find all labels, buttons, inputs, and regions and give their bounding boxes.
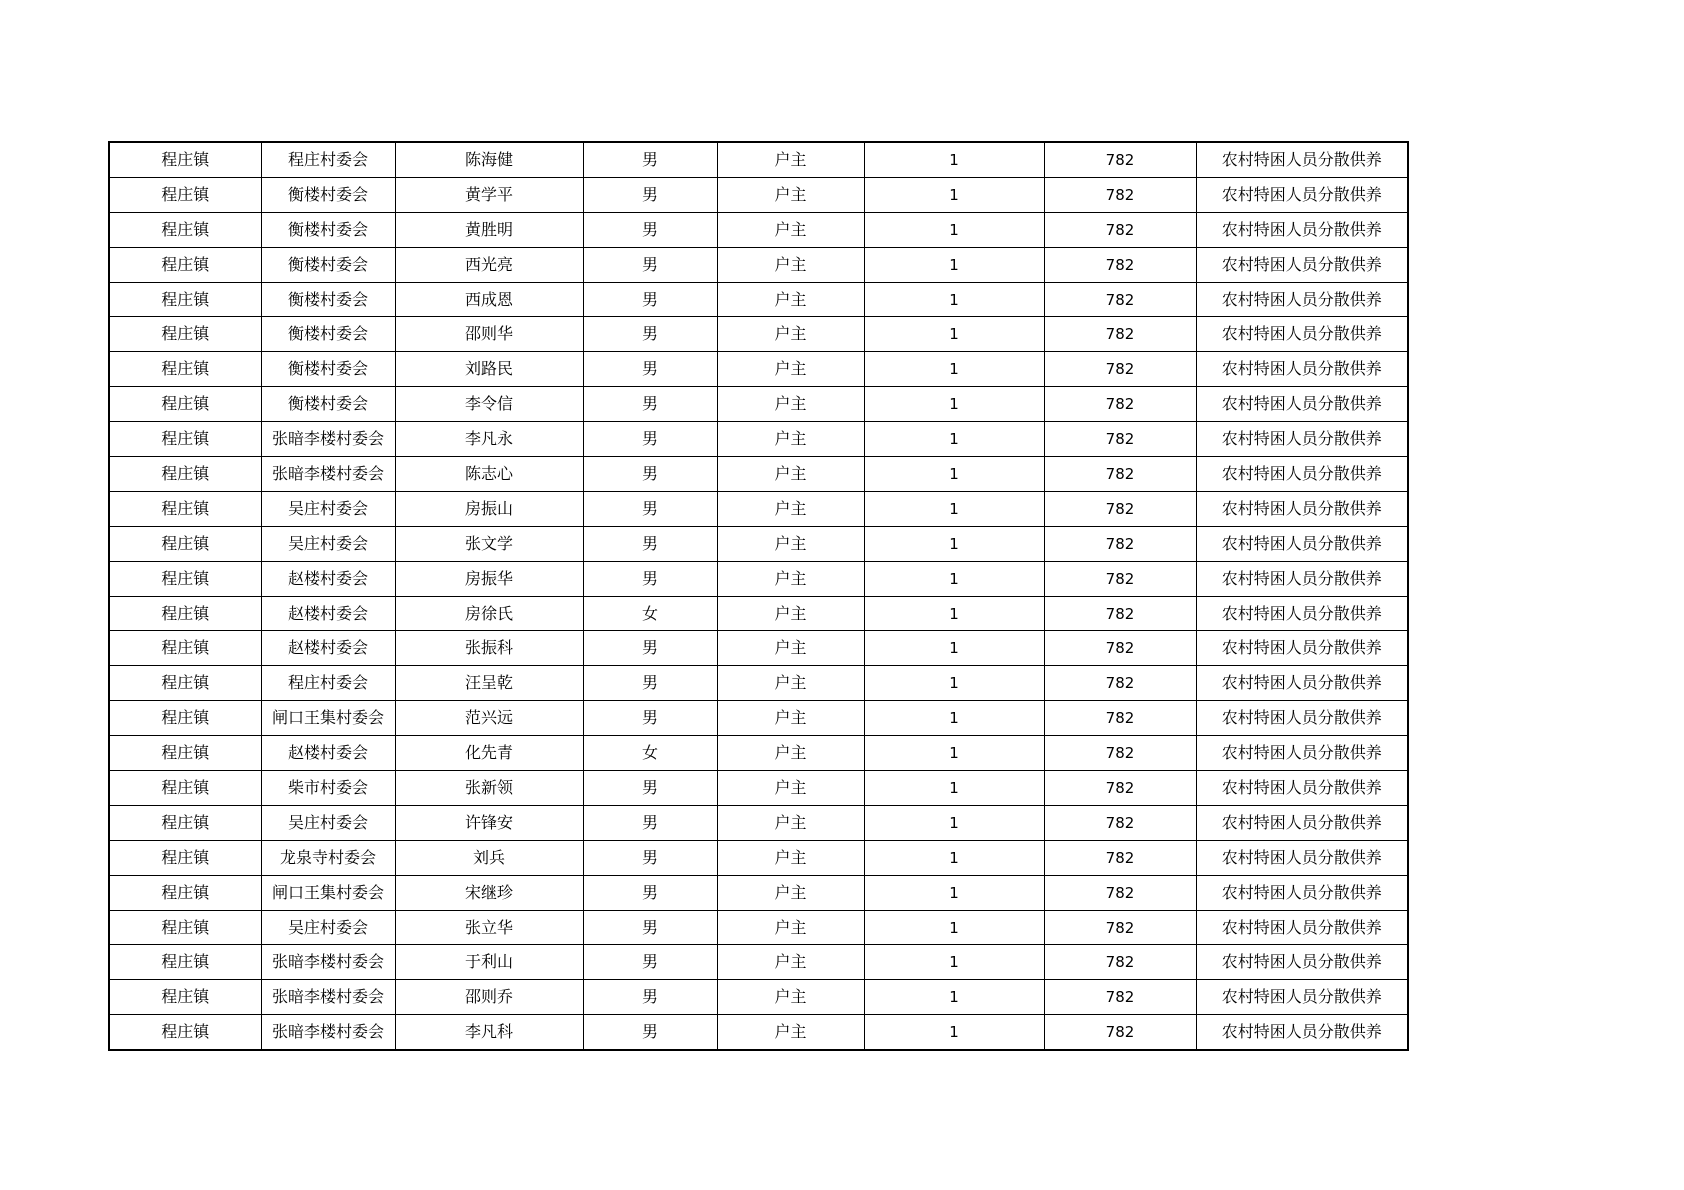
amount-cell: 782 xyxy=(1044,980,1196,1015)
gender-cell: 男 xyxy=(583,491,717,526)
household-size-cell: 1 xyxy=(864,247,1044,282)
township-cell: 程庄镇 xyxy=(109,701,261,736)
table-row xyxy=(109,491,1408,526)
village-committee-cell: 程庄村委会 xyxy=(261,142,395,177)
assistance-type-cell: 农村特困人员分散供养 xyxy=(1196,387,1408,422)
name-cell: 房振山 xyxy=(395,491,583,526)
amount-cell: 782 xyxy=(1044,840,1196,875)
gender-cell: 男 xyxy=(583,457,717,492)
relief-roster-table xyxy=(108,141,1409,1051)
table-row xyxy=(109,282,1408,317)
household-size-cell: 1 xyxy=(864,736,1044,771)
name-cell: 邵则华 xyxy=(395,317,583,352)
assistance-type-cell: 农村特困人员分散供养 xyxy=(1196,980,1408,1015)
amount-cell: 782 xyxy=(1044,1015,1196,1050)
table-row xyxy=(109,457,1408,492)
relation-cell: 户主 xyxy=(717,666,864,701)
relation-cell: 户主 xyxy=(717,980,864,1015)
township-cell: 程庄镇 xyxy=(109,805,261,840)
township-cell: 程庄镇 xyxy=(109,247,261,282)
amount-cell: 782 xyxy=(1044,212,1196,247)
township-cell: 程庄镇 xyxy=(109,875,261,910)
village-committee-cell: 吴庄村委会 xyxy=(261,910,395,945)
amount-cell: 782 xyxy=(1044,666,1196,701)
household-size-cell: 1 xyxy=(864,631,1044,666)
table-row xyxy=(109,177,1408,212)
village-committee-cell: 张暗李楼村委会 xyxy=(261,980,395,1015)
household-size-cell: 1 xyxy=(864,945,1044,980)
assistance-type-cell: 农村特困人员分散供养 xyxy=(1196,491,1408,526)
village-committee-cell: 吴庄村委会 xyxy=(261,805,395,840)
table-row xyxy=(109,212,1408,247)
household-size-cell: 1 xyxy=(864,387,1044,422)
township-cell: 程庄镇 xyxy=(109,910,261,945)
table-row xyxy=(109,631,1408,666)
name-cell: 陈海健 xyxy=(395,142,583,177)
household-size-cell: 1 xyxy=(864,805,1044,840)
township-cell: 程庄镇 xyxy=(109,177,261,212)
household-size-cell: 1 xyxy=(864,596,1044,631)
assistance-type-cell: 农村特困人员分散供养 xyxy=(1196,805,1408,840)
township-cell: 程庄镇 xyxy=(109,526,261,561)
name-cell: 西光亮 xyxy=(395,247,583,282)
household-size-cell: 1 xyxy=(864,282,1044,317)
village-committee-cell: 衡楼村委会 xyxy=(261,177,395,212)
township-cell: 程庄镇 xyxy=(109,631,261,666)
relation-cell: 户主 xyxy=(717,701,864,736)
household-size-cell: 1 xyxy=(864,212,1044,247)
household-size-cell: 1 xyxy=(864,491,1044,526)
village-committee-cell: 赵楼村委会 xyxy=(261,596,395,631)
gender-cell: 男 xyxy=(583,875,717,910)
name-cell: 刘兵 xyxy=(395,840,583,875)
township-cell: 程庄镇 xyxy=(109,282,261,317)
gender-cell: 男 xyxy=(583,805,717,840)
assistance-type-cell: 农村特困人员分散供养 xyxy=(1196,247,1408,282)
township-cell: 程庄镇 xyxy=(109,980,261,1015)
assistance-type-cell: 农村特困人员分散供养 xyxy=(1196,736,1408,771)
township-cell: 程庄镇 xyxy=(109,491,261,526)
name-cell: 张立华 xyxy=(395,910,583,945)
gender-cell: 男 xyxy=(583,142,717,177)
relation-cell: 户主 xyxy=(717,457,864,492)
assistance-type-cell: 农村特困人员分散供养 xyxy=(1196,631,1408,666)
gender-cell: 男 xyxy=(583,526,717,561)
gender-cell: 男 xyxy=(583,352,717,387)
relation-cell: 户主 xyxy=(717,910,864,945)
household-size-cell: 1 xyxy=(864,317,1044,352)
household-size-cell: 1 xyxy=(864,422,1044,457)
table-row xyxy=(109,247,1408,282)
township-cell: 程庄镇 xyxy=(109,596,261,631)
gender-cell: 男 xyxy=(583,980,717,1015)
assistance-type-cell: 农村特困人员分散供养 xyxy=(1196,875,1408,910)
township-cell: 程庄镇 xyxy=(109,840,261,875)
name-cell: 范兴远 xyxy=(395,701,583,736)
village-committee-cell: 龙泉寺村委会 xyxy=(261,840,395,875)
assistance-type-cell: 农村特困人员分散供养 xyxy=(1196,422,1408,457)
township-cell: 程庄镇 xyxy=(109,457,261,492)
relation-cell: 户主 xyxy=(717,317,864,352)
amount-cell: 782 xyxy=(1044,771,1196,806)
village-committee-cell: 柴市村委会 xyxy=(261,771,395,806)
relation-cell: 户主 xyxy=(717,491,864,526)
household-size-cell: 1 xyxy=(864,875,1044,910)
assistance-type-cell: 农村特困人员分散供养 xyxy=(1196,282,1408,317)
relation-cell: 户主 xyxy=(717,282,864,317)
table-row xyxy=(109,736,1408,771)
relation-cell: 户主 xyxy=(717,561,864,596)
relation-cell: 户主 xyxy=(717,387,864,422)
township-cell: 程庄镇 xyxy=(109,317,261,352)
amount-cell: 782 xyxy=(1044,142,1196,177)
village-committee-cell: 程庄村委会 xyxy=(261,666,395,701)
assistance-type-cell: 农村特困人员分散供养 xyxy=(1196,212,1408,247)
village-committee-cell: 衡楼村委会 xyxy=(261,317,395,352)
amount-cell: 782 xyxy=(1044,387,1196,422)
township-cell: 程庄镇 xyxy=(109,945,261,980)
amount-cell: 782 xyxy=(1044,422,1196,457)
gender-cell: 男 xyxy=(583,282,717,317)
gender-cell: 男 xyxy=(583,771,717,806)
amount-cell: 782 xyxy=(1044,701,1196,736)
assistance-type-cell: 农村特困人员分散供养 xyxy=(1196,840,1408,875)
township-cell: 程庄镇 xyxy=(109,212,261,247)
township-cell: 程庄镇 xyxy=(109,352,261,387)
table-row xyxy=(109,1015,1408,1050)
gender-cell: 男 xyxy=(583,631,717,666)
gender-cell: 男 xyxy=(583,840,717,875)
table-row xyxy=(109,422,1408,457)
name-cell: 邵则乔 xyxy=(395,980,583,1015)
amount-cell: 782 xyxy=(1044,736,1196,771)
name-cell: 许锋安 xyxy=(395,805,583,840)
household-size-cell: 1 xyxy=(864,142,1044,177)
assistance-type-cell: 农村特困人员分散供养 xyxy=(1196,352,1408,387)
assistance-type-cell: 农村特困人员分散供养 xyxy=(1196,1015,1408,1050)
table-row xyxy=(109,666,1408,701)
village-committee-cell: 赵楼村委会 xyxy=(261,736,395,771)
gender-cell: 男 xyxy=(583,1015,717,1050)
household-size-cell: 1 xyxy=(864,352,1044,387)
relation-cell: 户主 xyxy=(717,142,864,177)
relation-cell: 户主 xyxy=(717,212,864,247)
name-cell: 陈志心 xyxy=(395,457,583,492)
village-committee-cell: 闸口王集村委会 xyxy=(261,701,395,736)
village-committee-cell: 张暗李楼村委会 xyxy=(261,1015,395,1050)
village-committee-cell: 衡楼村委会 xyxy=(261,387,395,422)
table-body xyxy=(109,142,1408,1050)
amount-cell: 782 xyxy=(1044,491,1196,526)
assistance-type-cell: 农村特困人员分散供养 xyxy=(1196,142,1408,177)
gender-cell: 男 xyxy=(583,701,717,736)
gender-cell: 男 xyxy=(583,212,717,247)
name-cell: 张新领 xyxy=(395,771,583,806)
gender-cell: 男 xyxy=(583,247,717,282)
table-row xyxy=(109,526,1408,561)
assistance-type-cell: 农村特困人员分散供养 xyxy=(1196,701,1408,736)
name-cell: 张振科 xyxy=(395,631,583,666)
assistance-type-cell: 农村特困人员分散供养 xyxy=(1196,771,1408,806)
gender-cell: 女 xyxy=(583,596,717,631)
gender-cell: 男 xyxy=(583,422,717,457)
household-size-cell: 1 xyxy=(864,666,1044,701)
table-row xyxy=(109,596,1408,631)
gender-cell: 男 xyxy=(583,317,717,352)
amount-cell: 782 xyxy=(1044,526,1196,561)
township-cell: 程庄镇 xyxy=(109,387,261,422)
village-committee-cell: 张暗李楼村委会 xyxy=(261,422,395,457)
household-size-cell: 1 xyxy=(864,457,1044,492)
household-size-cell: 1 xyxy=(864,840,1044,875)
village-committee-cell: 衡楼村委会 xyxy=(261,352,395,387)
relation-cell: 户主 xyxy=(717,840,864,875)
table-row xyxy=(109,875,1408,910)
table-row xyxy=(109,561,1408,596)
relation-cell: 户主 xyxy=(717,422,864,457)
name-cell: 宋继珍 xyxy=(395,875,583,910)
table-row xyxy=(109,840,1408,875)
name-cell: 汪呈乾 xyxy=(395,666,583,701)
village-committee-cell: 衡楼村委会 xyxy=(261,247,395,282)
amount-cell: 782 xyxy=(1044,352,1196,387)
assistance-type-cell: 农村特困人员分散供养 xyxy=(1196,526,1408,561)
village-committee-cell: 赵楼村委会 xyxy=(261,631,395,666)
name-cell: 黄学平 xyxy=(395,177,583,212)
village-committee-cell: 衡楼村委会 xyxy=(261,212,395,247)
township-cell: 程庄镇 xyxy=(109,561,261,596)
relation-cell: 户主 xyxy=(717,526,864,561)
township-cell: 程庄镇 xyxy=(109,736,261,771)
relation-cell: 户主 xyxy=(717,945,864,980)
gender-cell: 男 xyxy=(583,910,717,945)
household-size-cell: 1 xyxy=(864,1015,1044,1050)
amount-cell: 782 xyxy=(1044,282,1196,317)
amount-cell: 782 xyxy=(1044,875,1196,910)
township-cell: 程庄镇 xyxy=(109,1015,261,1050)
amount-cell: 782 xyxy=(1044,945,1196,980)
village-committee-cell: 赵楼村委会 xyxy=(261,561,395,596)
relation-cell: 户主 xyxy=(717,596,864,631)
relation-cell: 户主 xyxy=(717,177,864,212)
amount-cell: 782 xyxy=(1044,910,1196,945)
amount-cell: 782 xyxy=(1044,805,1196,840)
relation-cell: 户主 xyxy=(717,805,864,840)
household-size-cell: 1 xyxy=(864,771,1044,806)
relation-cell: 户主 xyxy=(717,631,864,666)
assistance-type-cell: 农村特困人员分散供养 xyxy=(1196,317,1408,352)
amount-cell: 782 xyxy=(1044,317,1196,352)
table-row xyxy=(109,387,1408,422)
assistance-type-cell: 农村特困人员分散供养 xyxy=(1196,910,1408,945)
gender-cell: 男 xyxy=(583,666,717,701)
name-cell: 李凡永 xyxy=(395,422,583,457)
township-cell: 程庄镇 xyxy=(109,666,261,701)
name-cell: 李令信 xyxy=(395,387,583,422)
name-cell: 西成恩 xyxy=(395,282,583,317)
amount-cell: 782 xyxy=(1044,247,1196,282)
table-row xyxy=(109,142,1408,177)
gender-cell: 男 xyxy=(583,561,717,596)
household-size-cell: 1 xyxy=(864,561,1044,596)
relation-cell: 户主 xyxy=(717,736,864,771)
name-cell: 李凡科 xyxy=(395,1015,583,1050)
relation-cell: 户主 xyxy=(717,771,864,806)
village-committee-cell: 张暗李楼村委会 xyxy=(261,945,395,980)
relation-cell: 户主 xyxy=(717,875,864,910)
name-cell: 于利山 xyxy=(395,945,583,980)
household-size-cell: 1 xyxy=(864,910,1044,945)
relation-cell: 户主 xyxy=(717,352,864,387)
table-row xyxy=(109,701,1408,736)
gender-cell: 女 xyxy=(583,736,717,771)
township-cell: 程庄镇 xyxy=(109,142,261,177)
village-committee-cell: 张暗李楼村委会 xyxy=(261,457,395,492)
amount-cell: 782 xyxy=(1044,457,1196,492)
table-row xyxy=(109,771,1408,806)
village-committee-cell: 吴庄村委会 xyxy=(261,526,395,561)
household-size-cell: 1 xyxy=(864,980,1044,1015)
township-cell: 程庄镇 xyxy=(109,771,261,806)
assistance-type-cell: 农村特困人员分散供养 xyxy=(1196,596,1408,631)
name-cell: 黄胜明 xyxy=(395,212,583,247)
gender-cell: 男 xyxy=(583,945,717,980)
assistance-type-cell: 农村特困人员分散供养 xyxy=(1196,457,1408,492)
name-cell: 化先青 xyxy=(395,736,583,771)
amount-cell: 782 xyxy=(1044,177,1196,212)
assistance-type-cell: 农村特困人员分散供养 xyxy=(1196,945,1408,980)
gender-cell: 男 xyxy=(583,177,717,212)
household-size-cell: 1 xyxy=(864,526,1044,561)
household-size-cell: 1 xyxy=(864,701,1044,736)
village-committee-cell: 衡楼村委会 xyxy=(261,282,395,317)
amount-cell: 782 xyxy=(1044,631,1196,666)
table-row xyxy=(109,910,1408,945)
village-committee-cell: 吴庄村委会 xyxy=(261,491,395,526)
table-row xyxy=(109,945,1408,980)
assistance-type-cell: 农村特困人员分散供养 xyxy=(1196,666,1408,701)
village-committee-cell: 闸口王集村委会 xyxy=(261,875,395,910)
assistance-type-cell: 农村特困人员分散供养 xyxy=(1196,561,1408,596)
name-cell: 房徐氏 xyxy=(395,596,583,631)
gender-cell: 男 xyxy=(583,387,717,422)
table-row xyxy=(109,980,1408,1015)
amount-cell: 782 xyxy=(1044,561,1196,596)
name-cell: 张文学 xyxy=(395,526,583,561)
table-row xyxy=(109,352,1408,387)
assistance-type-cell: 农村特困人员分散供养 xyxy=(1196,177,1408,212)
name-cell: 房振华 xyxy=(395,561,583,596)
relation-cell: 户主 xyxy=(717,247,864,282)
table-row xyxy=(109,317,1408,352)
table-row xyxy=(109,805,1408,840)
amount-cell: 782 xyxy=(1044,596,1196,631)
household-size-cell: 1 xyxy=(864,177,1044,212)
township-cell: 程庄镇 xyxy=(109,422,261,457)
name-cell: 刘路民 xyxy=(395,352,583,387)
relation-cell: 户主 xyxy=(717,1015,864,1050)
